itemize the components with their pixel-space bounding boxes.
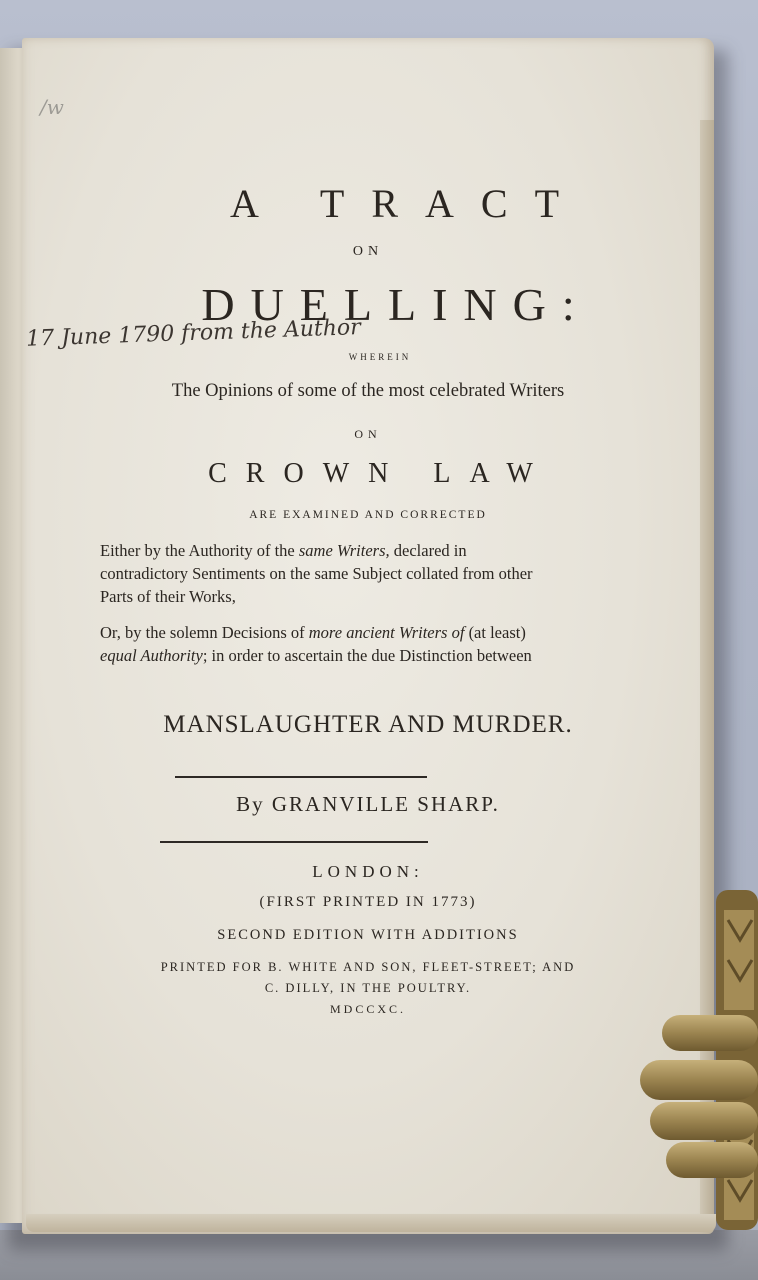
wherein-line: WHEREIN	[348, 352, 412, 362]
title-line-1: A TRACT	[229, 181, 587, 226]
either-paragraph	[100, 539, 540, 608]
title-line-2: DUELLING:	[201, 279, 591, 330]
author-byline: By GRANVILLE SHARP.	[236, 792, 500, 816]
solemn-italic-2: equal Authority	[100, 646, 203, 665]
imprint-printers-line-1: PRINTED FOR B. WHITE AND SON, FLEET-STREET; AND	[160, 960, 576, 974]
on-line: ON	[354, 427, 382, 441]
brass-hand-bookend	[636, 880, 758, 1240]
opinions-line: The Opinions of some of the most celebrated Writers	[171, 381, 565, 401]
crown-law-heading: CROWN LAW	[208, 458, 552, 489]
rule-bottom	[160, 841, 428, 843]
manslaughter-heading: MANSLAUGHTER AND MURDER.	[163, 711, 573, 738]
solemn-text-3: ; in order to ascertain the due Distinction between	[202, 646, 532, 665]
solemn-text-1: Or, by the solemn Decisions of	[100, 623, 309, 642]
either-italic: same Writers,	[298, 541, 390, 560]
rule-top	[175, 776, 427, 778]
pencil-mark: /w	[40, 95, 64, 119]
handwritten-inscription: 17 June 1790 from the Author	[25, 315, 362, 352]
title-on: ON	[352, 244, 384, 259]
solemn-italic-1: more ancient Writers of	[308, 623, 465, 642]
solemn-paragraph	[100, 621, 540, 667]
solemn-text-2: (at least)	[464, 623, 526, 642]
examined-line: ARE EXAMINED AND CORRECTED	[249, 509, 487, 521]
imprint-first-printed: (FIRST PRINTED IN 1773)	[259, 894, 477, 910]
imprint-second-edition: SECOND EDITION WITH ADDITIONS	[217, 927, 519, 943]
either-text-1: Either by the Authority of the	[100, 541, 299, 560]
either-text-2: declared in contradictory Sentiments on the same Subject collated from other Parts of their Works,	[100, 541, 533, 606]
imprint-year: MDCCXC.	[329, 1002, 406, 1016]
imprint-printers	[22, 957, 714, 999]
page-bottom-edge	[26, 1214, 716, 1232]
imprint-london: LONDON:	[312, 862, 424, 881]
imprint-printers-line-2: C. DILLY, IN THE POULTRY.	[264, 981, 472, 995]
